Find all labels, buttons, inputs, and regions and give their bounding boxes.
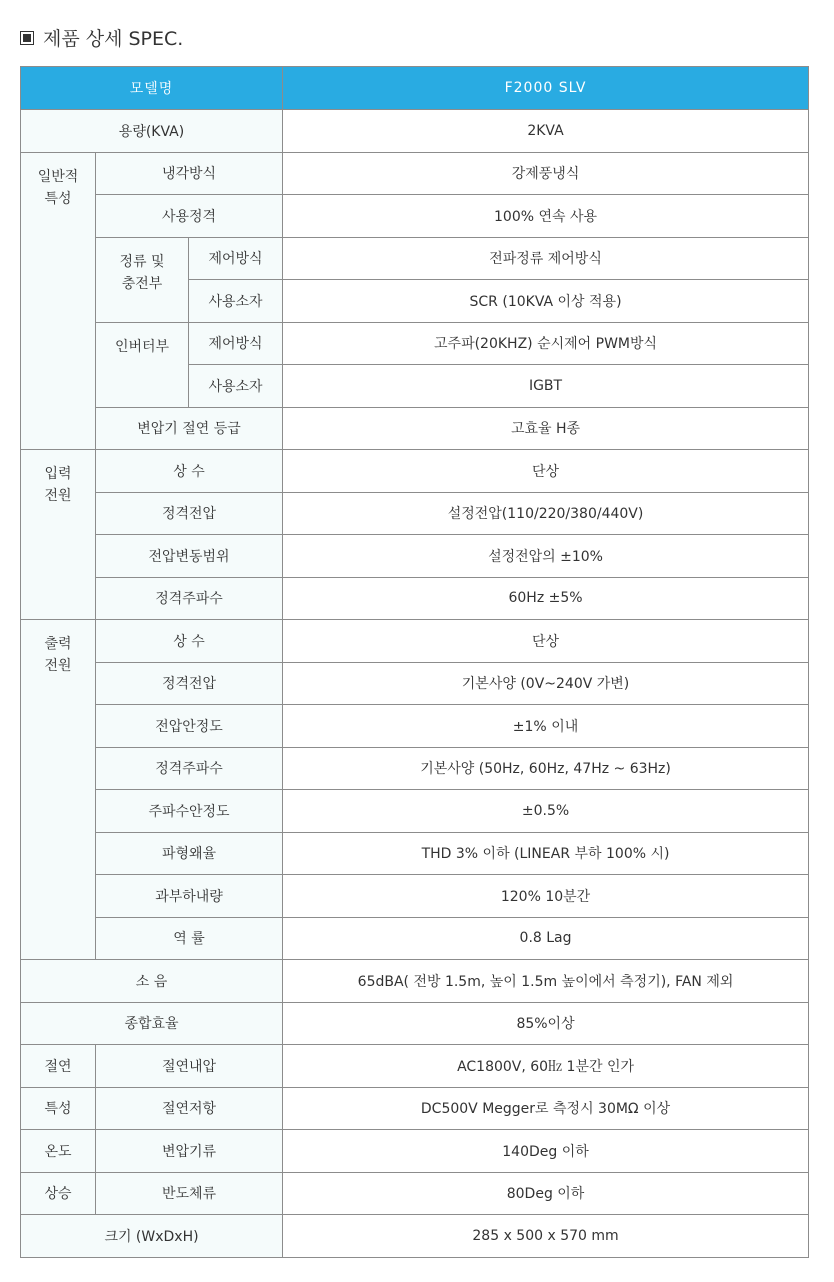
insulation-class-label: 변압기 절연 등급 xyxy=(96,407,283,450)
table-row xyxy=(21,1002,809,1045)
table-row xyxy=(21,662,809,705)
input-fluctuation-value: 설정전압의 ±10% xyxy=(283,535,809,578)
table-row xyxy=(21,1045,809,1088)
temperature-semiconductor-label: 반도체류 xyxy=(96,1172,283,1215)
capacity-label: 용량(KVA) xyxy=(21,110,283,153)
input-fluctuation-label: 전압변동범위 xyxy=(96,535,283,578)
insulation-group-label-2: 특성 xyxy=(21,1087,96,1130)
output-voltage-value: 기본사양 (0V~240V 가변) xyxy=(283,662,809,705)
insulation-withstand-label: 절연내압 xyxy=(96,1045,283,1088)
section-heading-text: 제품 상세 SPEC. xyxy=(43,28,184,50)
table-row xyxy=(21,1215,809,1258)
output-group-label: 출력 전원 xyxy=(21,620,96,960)
rating-value: 100% 연속 사용 xyxy=(283,195,809,238)
table-row xyxy=(21,1172,809,1215)
square-bullet-icon xyxy=(20,31,34,45)
inverter-group-label: 인버터부 xyxy=(96,322,189,407)
temperature-transformer-label: 변압기류 xyxy=(96,1130,283,1173)
general-group-label: 일반적 특성 xyxy=(21,152,96,450)
noise-value: 65dBA( 전방 1.5m, 높이 1.5m 높이에서 측정기), FAN 제외 xyxy=(283,960,809,1003)
rectifier-device-label: 사용소자 xyxy=(189,280,283,323)
efficiency-value: 85%이상 xyxy=(283,1002,809,1045)
output-power-factor-label: 역 률 xyxy=(96,917,283,960)
table-row xyxy=(21,237,809,280)
table-row xyxy=(21,875,809,918)
table-row xyxy=(21,322,809,365)
insulation-class-value: 고효율 H종 xyxy=(283,407,809,450)
spec-table xyxy=(20,66,809,1258)
output-distortion-label: 파형왜율 xyxy=(96,832,283,875)
insulation-withstand-value: AC1800V, 60㎐ 1분간 인가 xyxy=(283,1045,809,1088)
rectifier-control-value: 전파정류 제어방식 xyxy=(283,237,809,280)
input-voltage-label: 정격전압 xyxy=(96,492,283,535)
section-heading xyxy=(20,24,183,51)
output-freq-stability-value: ±0.5% xyxy=(283,790,809,833)
temperature-transformer-value: 140Deg 이하 xyxy=(283,1130,809,1173)
output-overload-label: 과부하내량 xyxy=(96,875,283,918)
inverter-device-value: IGBT xyxy=(283,365,809,408)
output-stability-label: 전압안정도 xyxy=(96,705,283,748)
insulation-group-label-1: 절연 xyxy=(21,1045,96,1088)
table-row xyxy=(21,195,809,238)
inverter-control-label: 제어방식 xyxy=(189,322,283,365)
size-value: 285 x 500 x 570 mm xyxy=(283,1215,809,1258)
table-row xyxy=(21,620,809,663)
temperature-group-label-2: 상승 xyxy=(21,1172,96,1215)
table-row xyxy=(21,450,809,493)
rectifier-group-label: 정류 및 충전부 xyxy=(96,237,189,322)
input-phase-value: 단상 xyxy=(283,450,809,493)
insulation-resistance-value: DC500V Megger로 측정시 30MΩ 이상 xyxy=(283,1087,809,1130)
table-row xyxy=(21,832,809,875)
rating-label: 사용정격 xyxy=(96,195,283,238)
table-row xyxy=(21,960,809,1003)
size-label: 크기 (WxDxH) xyxy=(21,1215,283,1258)
table-row xyxy=(21,492,809,535)
table-row xyxy=(21,1130,809,1173)
table-row xyxy=(21,1087,809,1130)
noise-label: 소 음 xyxy=(21,960,283,1003)
output-power-factor-value: 0.8 Lag xyxy=(283,917,809,960)
header-model-label: 모델명 xyxy=(21,67,283,110)
output-freq-stability-label: 주파수안정도 xyxy=(96,790,283,833)
table-row xyxy=(21,747,809,790)
table-row xyxy=(21,577,809,620)
insulation-resistance-label: 절연저항 xyxy=(96,1087,283,1130)
table-row xyxy=(21,535,809,578)
header-row xyxy=(21,67,809,110)
temperature-group-label-1: 온도 xyxy=(21,1130,96,1173)
output-frequency-label: 정격주파수 xyxy=(96,747,283,790)
cooling-value: 강제풍냉식 xyxy=(283,152,809,195)
output-distortion-value: THD 3% 이하 (LINEAR 부하 100% 시) xyxy=(283,832,809,875)
output-voltage-label: 정격전압 xyxy=(96,662,283,705)
rectifier-control-label: 제어방식 xyxy=(189,237,283,280)
table-row xyxy=(21,790,809,833)
table-row xyxy=(21,705,809,748)
rectifier-device-value: SCR (10KVA 이상 적용) xyxy=(283,280,809,323)
header-model-value: F2000 SLV xyxy=(283,67,809,110)
input-group-label: 입력 전원 xyxy=(21,450,96,620)
output-phase-value: 단상 xyxy=(283,620,809,663)
cooling-label: 냉각방식 xyxy=(96,152,283,195)
input-phase-label: 상 수 xyxy=(96,450,283,493)
table-row xyxy=(21,917,809,960)
output-stability-value: ±1% 이내 xyxy=(283,705,809,748)
input-frequency-label: 정격주파수 xyxy=(96,577,283,620)
output-phase-label: 상 수 xyxy=(96,620,283,663)
input-voltage-value: 설정전압(110/220/380/440V) xyxy=(283,492,809,535)
temperature-semiconductor-value: 80Deg 이하 xyxy=(283,1172,809,1215)
output-overload-value: 120% 10분간 xyxy=(283,875,809,918)
table-row xyxy=(21,407,809,450)
output-frequency-value: 기본사양 (50Hz, 60Hz, 47Hz ~ 63Hz) xyxy=(283,747,809,790)
table-row xyxy=(21,152,809,195)
efficiency-label: 종합효율 xyxy=(21,1002,283,1045)
capacity-value: 2KVA xyxy=(283,110,809,153)
inverter-control-value: 고주파(20KHZ) 순시제어 PWM방식 xyxy=(283,322,809,365)
inverter-device-label: 사용소자 xyxy=(189,365,283,408)
input-frequency-value: 60Hz ±5% xyxy=(283,577,809,620)
table-row xyxy=(21,110,809,153)
